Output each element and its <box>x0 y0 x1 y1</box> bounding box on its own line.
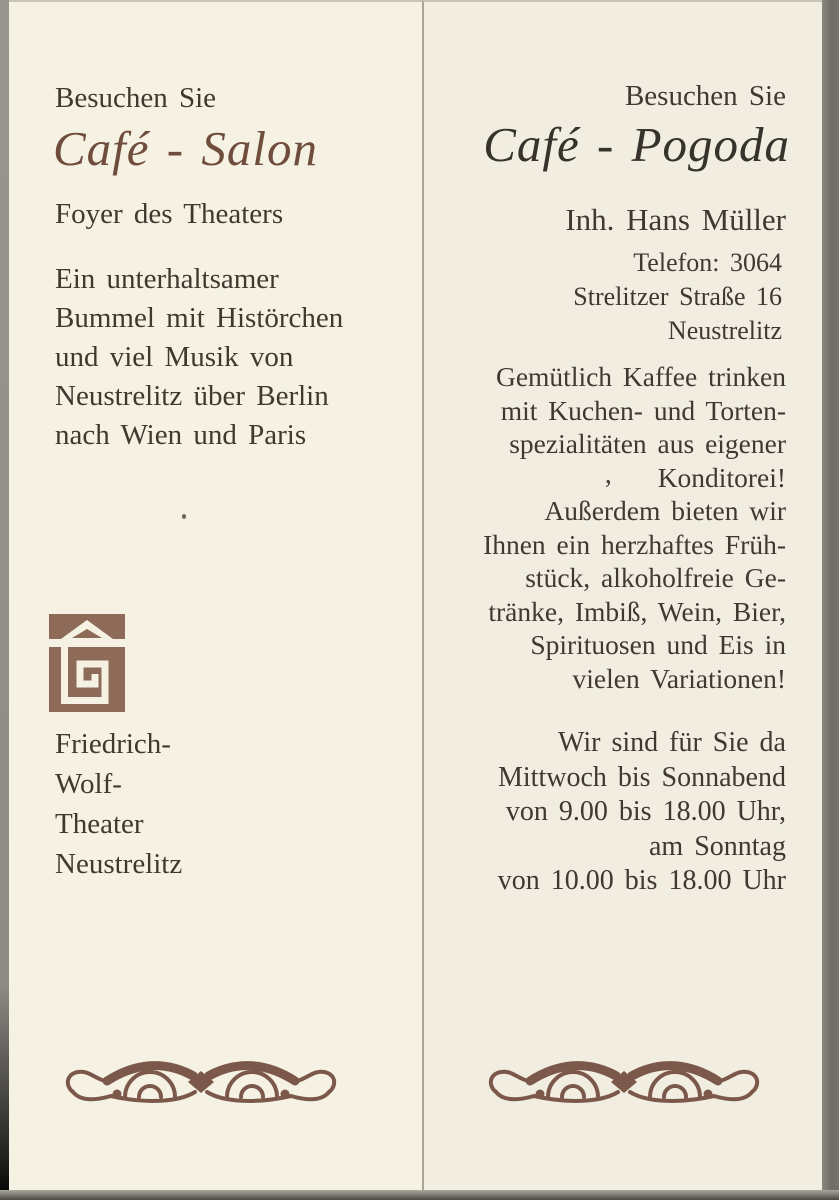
org-line: Friedrich- <box>55 728 171 760</box>
body-line: Spirituosen und Eis in <box>530 629 786 660</box>
body-line: , Konditorei! <box>604 457 786 493</box>
flourish-ornament-icon <box>484 1050 764 1116</box>
cafe-salon-card <box>9 0 422 1190</box>
street-line: Strelitzer Straße 16 <box>573 282 782 311</box>
left-intro-text: Besuchen Sie <box>55 82 217 114</box>
offer-text <box>483 360 786 695</box>
left-card-title: Café - Salon <box>53 121 318 176</box>
opening-hours <box>498 726 786 899</box>
body-line: vielen Variationen! <box>572 662 786 694</box>
hours-line: von 10.00 bis 18.00 Uhr <box>497 865 786 896</box>
description-line: Ein unterhaltsamer <box>55 263 279 295</box>
hours-line: von 9.00 bis 18.00 Uhr, <box>505 796 786 827</box>
contact-block <box>573 246 782 348</box>
body-line: stück, alkoholfreie Ge- <box>525 562 786 593</box>
left-organization <box>55 724 182 884</box>
org-line: Wolf- <box>55 768 122 800</box>
scan-edge-right <box>822 0 839 1200</box>
paper-speck <box>182 514 186 519</box>
hours-line: Wir sind für Sie da <box>558 727 786 758</box>
scan-edge-left <box>0 0 9 1200</box>
body-line: mit Kuchen- und Torten- <box>500 394 786 426</box>
print-artifact-mark: , <box>604 457 612 489</box>
body-line: spezialitäten aus eigener <box>509 428 786 459</box>
body-line: Ihnen ein herzhaftes Früh- <box>483 528 786 560</box>
body-line: Außerdem bieten wir <box>544 495 786 526</box>
phone-line: Telefon: 3064 <box>633 248 782 277</box>
owner-name: Inh. Hans Müller <box>565 202 786 237</box>
org-line: Neustrelitz <box>55 848 183 880</box>
left-subtitle: Foyer des Theaters <box>55 198 284 230</box>
hours-line: Mittwoch bis Sonnabend <box>498 761 786 793</box>
description-line: Bummel mit Histörchen <box>55 302 344 334</box>
description-line: nach Wien und Paris <box>55 419 307 451</box>
city-line: Neustrelitz <box>667 316 782 345</box>
org-line: Theater <box>55 808 144 840</box>
hours-line: am Sonntag <box>649 830 786 862</box>
body-line: tränke, Imbiß, Wein, Bier, <box>488 595 786 627</box>
body-line: Gemütlich Kaffee trinken <box>495 361 786 392</box>
right-intro-text: Besuchen Sie <box>624 80 786 112</box>
left-description <box>55 260 343 455</box>
right-card-title: Café - Pogoda <box>483 117 790 172</box>
scan-edge-bottom <box>0 1190 839 1200</box>
cafe-pogoda-card <box>422 0 822 1190</box>
description-line: Neustrelitz über Berlin <box>55 380 329 412</box>
flourish-ornament-icon <box>61 1050 341 1116</box>
theater-facade-logo-icon <box>49 614 125 712</box>
description-line: und viel Musik von <box>55 341 294 373</box>
